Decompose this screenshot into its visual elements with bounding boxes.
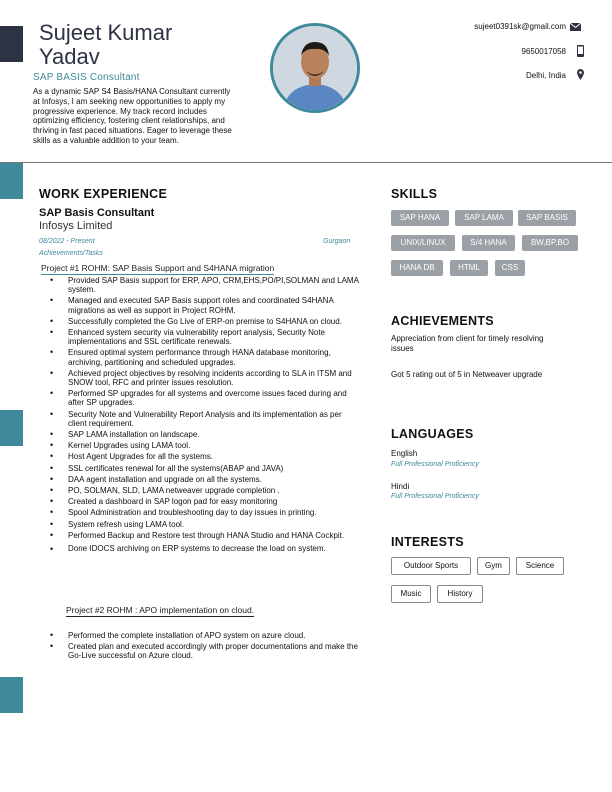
achievements-tasks-label: Achievements/Tasks: [39, 250, 103, 257]
list-item: • Provided SAP Basis support for ERP, APO, CRM,EHS,PO/PI,SOLMAN and LAMA system.: [50, 276, 360, 294]
skill-chip: CSS: [495, 260, 525, 276]
list-item: • Performed Backup and Restore test through HANA Studio and HANA Cockpit.: [50, 531, 360, 540]
list-item: • Ensured optimal system performance through HANA database monitoring, archiving, partitioning and scheduled upgrades.: [50, 348, 360, 366]
section-accent-bar: [0, 163, 23, 199]
language-name: Hindi: [391, 482, 410, 491]
interest-chip: Music: [391, 585, 431, 603]
interest-chip: History: [437, 585, 483, 603]
project-1-title-text: Project #1 ROHM: SAP Basis Support and S4HANA migration: [41, 263, 275, 273]
avatar-illustration: [273, 26, 357, 110]
phone-icon: [577, 45, 584, 57]
languages-heading: LANGUAGES: [391, 427, 474, 441]
achievement-item: Appreciation from client for timely resolving issues: [391, 334, 544, 353]
section-accent-bar: [0, 677, 23, 713]
achievement-item: Got 5 rating out of 5 in Netweaver upgrade: [391, 370, 543, 379]
email-icon: [570, 23, 581, 31]
list-item: • SSL certificates renewal for all the systems(ABAP and JAVA): [50, 464, 360, 473]
list-item: • Kernel Upgrades using LAMA tool.: [50, 441, 360, 450]
candidate-role: SAP BASIS Consultant: [33, 72, 140, 83]
job-title: SAP Basis Consultant: [39, 207, 155, 219]
list-item: • PO, SOLMAN, SLD, LAMA netweaver upgrade completion .: [50, 486, 360, 495]
profile-photo: [270, 23, 360, 113]
first-name: Sujeet Kumar: [39, 20, 173, 45]
header-divider: [0, 162, 612, 163]
skill-chip: SAP LAMA: [455, 210, 513, 226]
header-accent-bar: [0, 26, 23, 62]
list-item: • DAA agent installation and upgrade on all the systems.: [50, 475, 360, 484]
skill-chip: SAP BASIS: [518, 210, 576, 226]
list-item: • Performed the complete installation of APO system on azure cloud.: [50, 631, 360, 640]
list-item: • Performed SP upgrades for all systems and overcome issues faced during and after SP upgrades.: [50, 389, 360, 407]
candidate-name: [39, 21, 259, 69]
list-item: • Spool Administration and troubleshooting day to day issues in printing.: [50, 508, 360, 517]
language-level: Full Professional Proficiency: [391, 493, 479, 500]
skill-chip: HTML: [450, 260, 488, 276]
language-name: English: [391, 449, 418, 458]
job-location: Gurgaon: [323, 238, 351, 245]
list-item: • Created a dashboard in SAP logon pad for easy monitoring: [50, 497, 360, 506]
summary-text: As a dynamic SAP S4 Basis/HANA Consultant currently at Infosys, I am seeking new opportunities to apply my progressive experience. My track record includes optimizing efficiency, fostering client relationships, and thriving in fast paced situations. Eager to leverage these skills as a valuable addition to your team.: [33, 87, 232, 145]
list-item: • Enhanced system security via vulnerability report analysis, Security Note implementations and SSL certificate renewals.: [50, 328, 360, 346]
location-pin-icon: [577, 69, 584, 80]
interests-heading: INTERESTS: [391, 535, 464, 549]
project-1-title: [41, 263, 274, 273]
skill-chip: BW,BP,BO: [522, 235, 578, 251]
last-name: Yadav: [39, 44, 100, 69]
interest-chip: Gym: [477, 557, 510, 575]
interest-chip: Science: [516, 557, 564, 575]
skill-chip: S/4 HANA: [462, 235, 515, 251]
skill-chip: HANA DB: [391, 260, 443, 276]
interest-chip: Outdoor Sports: [391, 557, 471, 575]
achievements-heading: ACHIEVEMENTS: [391, 314, 494, 328]
list-item: • Created plan and executed accordingly with proper documentations and make the Go-Live successful on Azure cloud.: [50, 642, 360, 660]
contact-phone[interactable]: 9650017058: [521, 47, 566, 56]
project-2-title: [66, 605, 254, 615]
language-level: Full Professional Proficiency: [391, 461, 479, 468]
skill-chip: UNIX/LINUX: [391, 235, 455, 251]
list-item: • System refresh using LAMA tool.: [50, 520, 360, 529]
company-name: Infosys Limited: [39, 220, 113, 232]
skills-heading: SKILLS: [391, 187, 438, 201]
list-item: • Managed and executed SAP Basis support roles and coordinated S4HANA migrations as well as support in Project ROHM.: [50, 296, 360, 314]
list-item: • Done IDOCS archiving on ERP systems to decrease the load on system.: [50, 543, 360, 555]
contact-location: Delhi, India: [525, 71, 566, 80]
project-2-task-list: [50, 631, 360, 663]
contact-email[interactable]: sujeet0391sk@gmail.com: [474, 22, 566, 31]
work-experience-heading: WORK EXPERIENCE: [39, 187, 168, 201]
skill-chip: SAP HANA: [391, 210, 449, 226]
project-1-task-list: [50, 276, 360, 557]
section-accent-bar: [0, 410, 23, 446]
list-item: • SAP LAMA installation on landscape.: [50, 430, 360, 439]
list-item: • Security Note and Vulnerability Report Analysis and its implementation as per client requirement.: [50, 410, 360, 428]
list-item: • Successfully completed the Go Live of ERP-on premise to S4HANA on cloud.: [50, 317, 360, 326]
list-item: • Host Agent Upgrades for all the systems.: [50, 452, 360, 461]
project-2-title-text: Project #2 ROHM : APO implementation on cloud.: [66, 605, 255, 615]
job-dates: 08/2022 - Present: [39, 238, 95, 245]
list-item: • Achieved project objectives by resolving incidents according to SLA in ITSM and SNOW tool, RFC and printer issues resolution.: [50, 369, 360, 387]
